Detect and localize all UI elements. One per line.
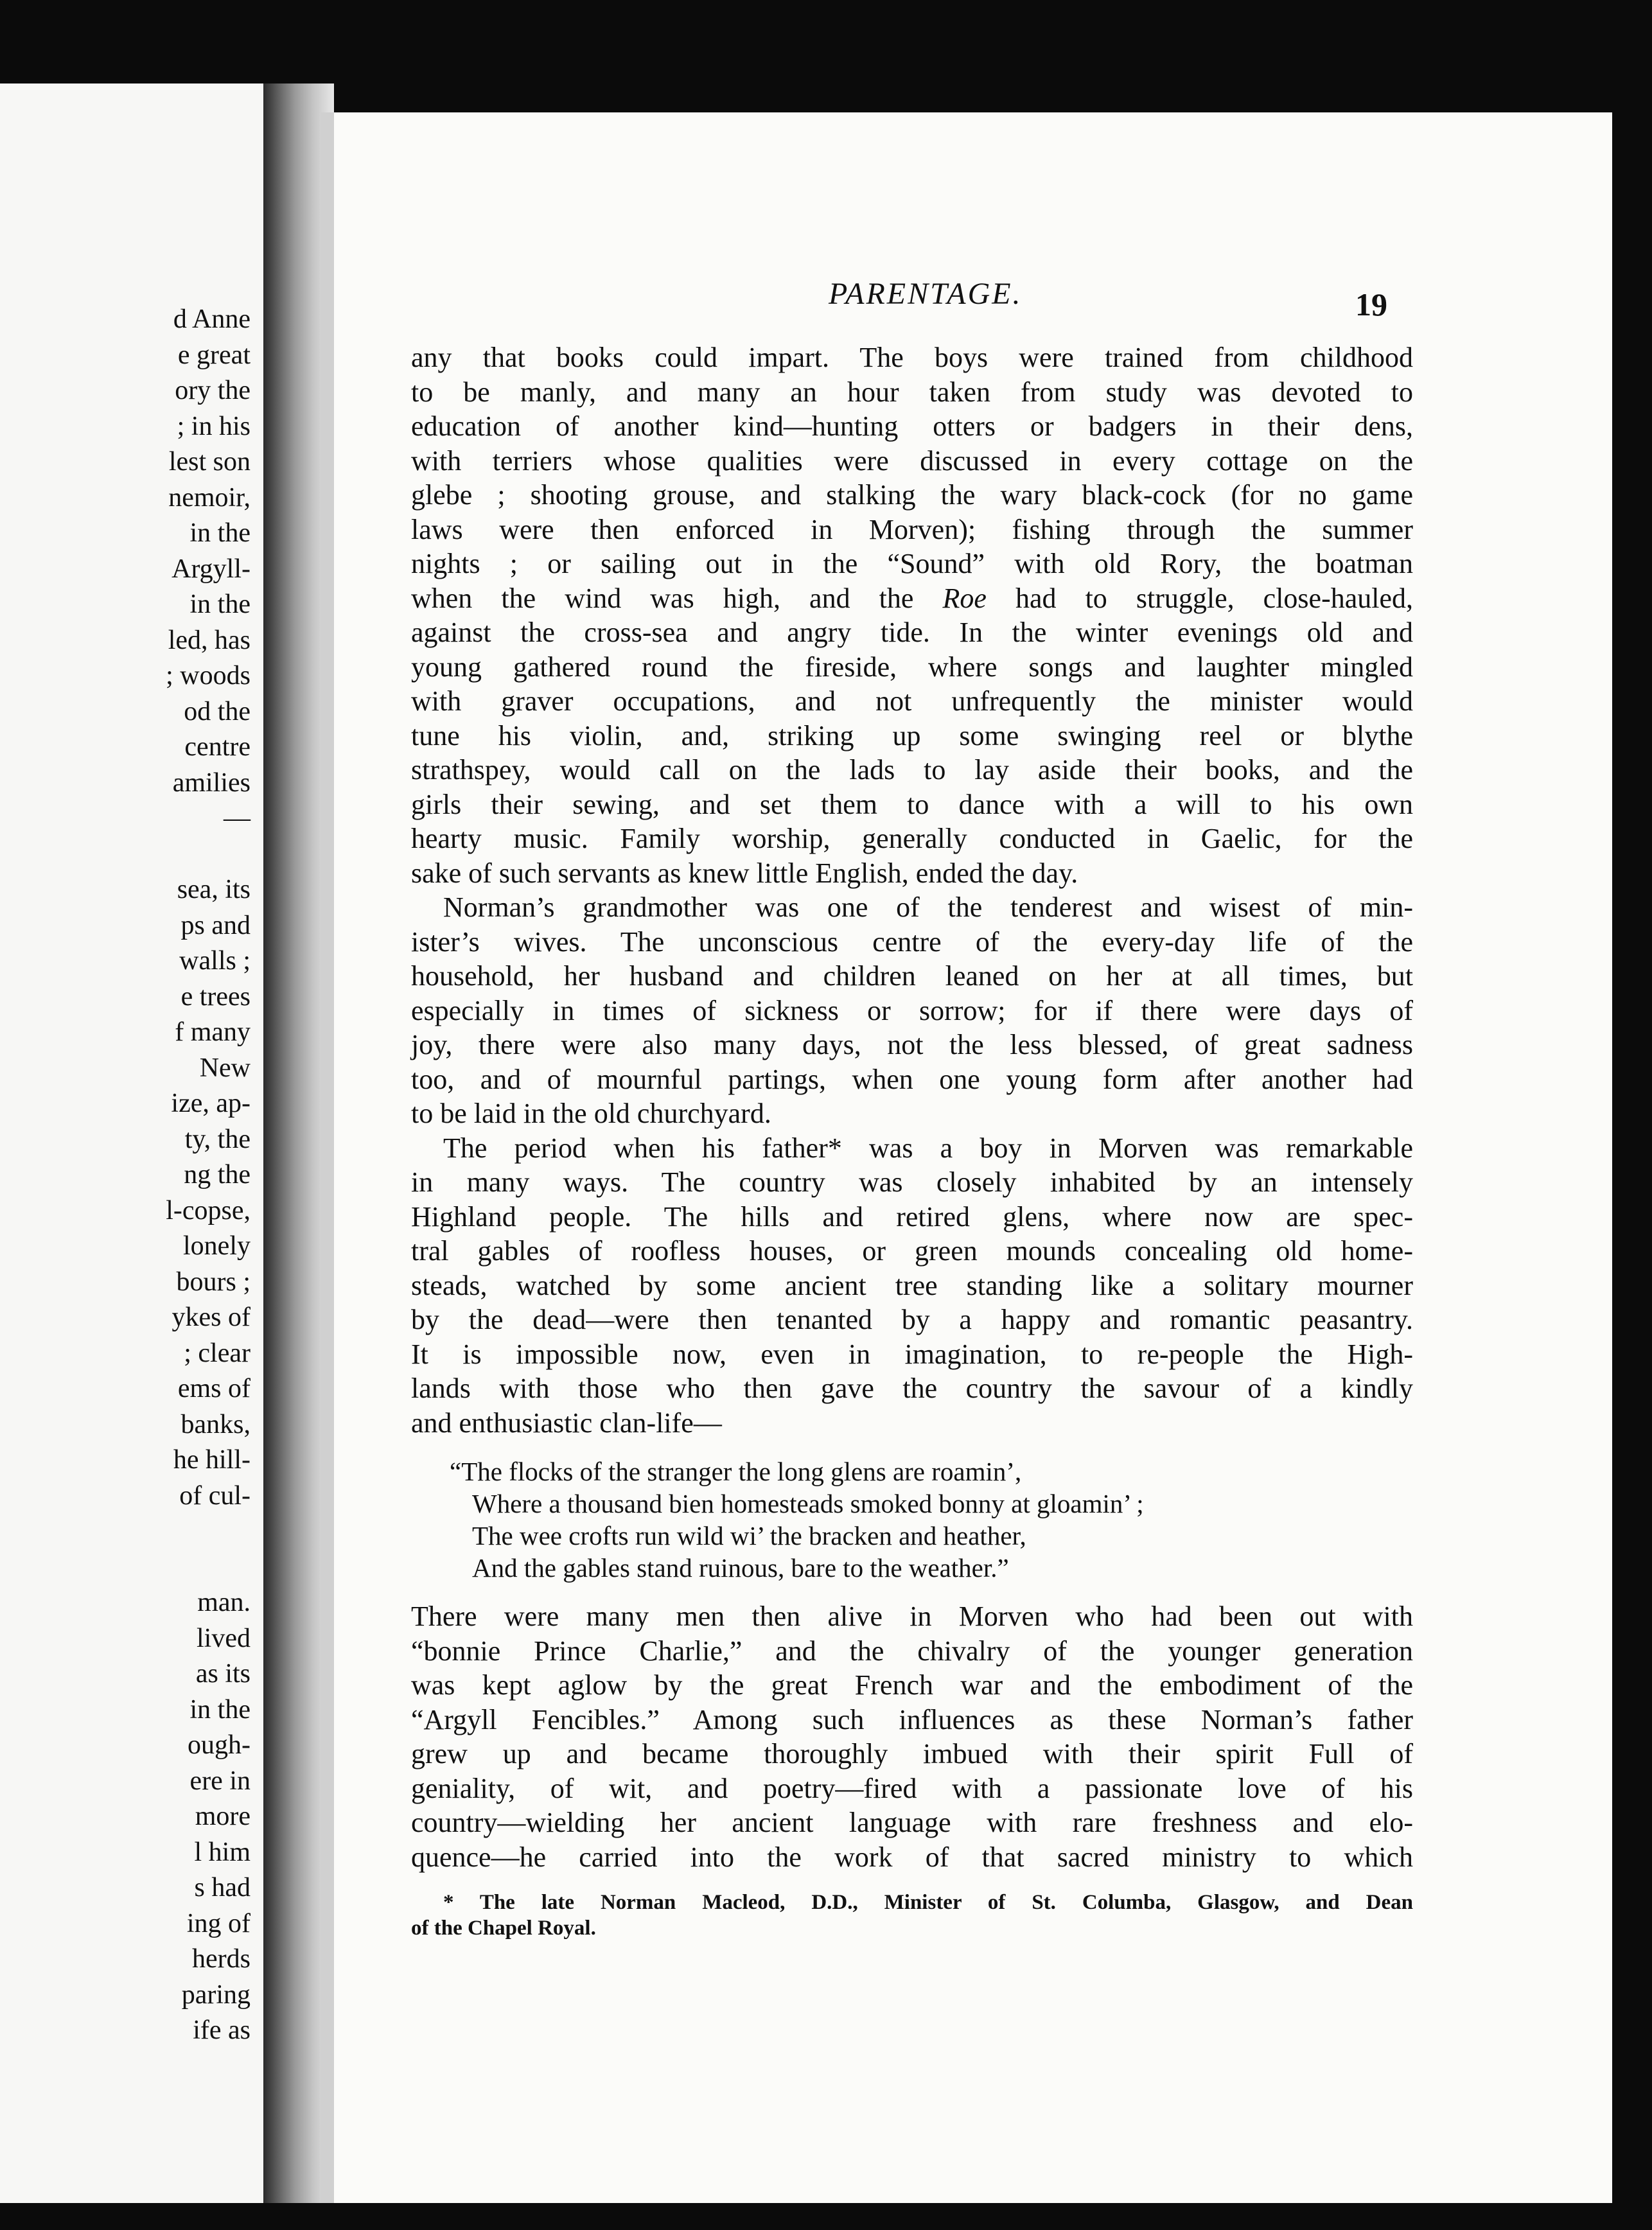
left-page-line: ps and xyxy=(180,910,250,940)
left-page-line: banks, xyxy=(180,1409,250,1439)
left-page-line: l him xyxy=(194,1837,250,1867)
verse-quotation xyxy=(411,1455,1413,1584)
text-line: Norman’s grandmother was one of the tenderest and wisest of min- xyxy=(443,891,1413,923)
text-line: by the dead—were then tenanted by a happy and romantic peasantry. xyxy=(411,1304,1413,1335)
left-page-line: ; woods xyxy=(166,661,250,690)
text-line: against the cross-sea and angry tide. In the winter evenings old and xyxy=(411,617,1413,648)
footnote-line: * The late Norman Macleod, D.D., Minister of St. Columba, Glasgow, and Dean xyxy=(443,1891,1413,1914)
left-page-line: nemoir, xyxy=(168,482,250,513)
verse-line: And the gables stand ruinous, bare to the weather.” xyxy=(472,1553,1009,1583)
left-page-line: ife as xyxy=(193,2015,250,2045)
text-line: quence—he carried into the work of that sacred ministry to which xyxy=(411,1841,1413,1873)
paragraph-2 xyxy=(411,890,1413,1131)
left-page-line: in the xyxy=(189,590,250,619)
text-line: girls their sewing, and set them to dance with a will to his own xyxy=(411,788,1413,820)
text-line: country—wielding her ancient language with rare freshness and elo- xyxy=(411,1807,1413,1838)
left-page-line: ing of xyxy=(186,1908,250,1938)
text-line: strathspey, would call on the lads to lay aside their books, and the xyxy=(411,754,1413,786)
text-line: and enthusiastic clan-life— xyxy=(411,1407,722,1439)
paragraph-3 xyxy=(411,1131,1413,1441)
left-page-line: walls ; xyxy=(179,946,250,976)
left-page-line: ; in his xyxy=(177,411,250,441)
left-page-line: paring xyxy=(181,1980,250,2010)
text-line: ister’s wives. The unconscious centre of the every-day life of the xyxy=(411,926,1413,958)
left-page-line: lest son xyxy=(168,447,250,477)
spacer xyxy=(411,1440,1413,1455)
text-line: with graver occupations, and not unfrequently the minister would xyxy=(411,685,1413,717)
text-line: “Argyll Fencibles.” Among such influences as these Norman’s father xyxy=(411,1703,1413,1735)
text-line: in many ways. The country was closely inhabited by an intensely xyxy=(411,1166,1413,1198)
page-number: 19 xyxy=(1355,286,1387,322)
text-line: There were many men then alive in Morven who had been out with xyxy=(411,1601,1413,1632)
paragraph-1 xyxy=(411,340,1413,890)
left-page-line: of cul- xyxy=(179,1480,250,1511)
paragraph-4 xyxy=(411,1599,1413,1874)
footnote-line: of the Chapel Royal. xyxy=(411,1917,596,1940)
left-page-line: lived xyxy=(197,1623,250,1653)
text-line: grew up and became thoroughly imbued with their spirit Full of xyxy=(411,1738,1413,1769)
left-page-line: s had xyxy=(194,1873,250,1902)
page-body xyxy=(411,340,1413,1941)
left-page-line: ere in xyxy=(189,1766,250,1796)
left-page-line xyxy=(0,1550,250,1586)
left-page-line: ng the xyxy=(184,1160,250,1190)
text-line: any that books could impart. The boys were trained from childhood xyxy=(411,342,1413,373)
left-page-line: in the xyxy=(189,1694,250,1725)
left-page-line: e great xyxy=(177,340,250,370)
text-line: glebe ; shooting grouse, and stalking the wary black-cock (for no game xyxy=(411,479,1413,511)
left-page-line: ykes of xyxy=(171,1303,250,1332)
spacer xyxy=(411,1584,1413,1599)
text-line: joy, there were also many days, not the less blessed, of great sadness xyxy=(411,1029,1413,1060)
left-page-line: e trees xyxy=(180,981,250,1012)
left-page-line: in the xyxy=(189,518,250,548)
running-head: PARENTAGE. xyxy=(829,277,1023,311)
left-page-line: centre xyxy=(184,732,250,762)
text-line: to be manly, and many an hour taken from study was devoted to xyxy=(411,376,1413,408)
left-page-line: ty, the xyxy=(184,1124,250,1154)
left-page-line: f many xyxy=(175,1017,250,1047)
text-line: The period when his father* was a boy in Morven was remarkable xyxy=(443,1132,1413,1164)
text-line: too, and of mournful partings, when one young form after another had xyxy=(411,1063,1413,1095)
text-line: education of another kind—hunting otters or badgers in their dens, xyxy=(411,410,1413,442)
left-page-line: led, has xyxy=(168,625,250,655)
left-page-line xyxy=(0,1514,250,1550)
left-page-line: man. xyxy=(197,1588,250,1617)
left-page-line: ize, ap- xyxy=(171,1089,250,1118)
left-page-text xyxy=(0,302,250,2049)
text-line: laws were then enforced in Morven); fishing through the summer xyxy=(411,513,1413,545)
left-page-line xyxy=(0,837,250,873)
left-page-line: od the xyxy=(184,696,250,726)
boat-name: Roe xyxy=(942,582,987,614)
text-line-with-italic xyxy=(411,581,1413,616)
left-page-line: sea, its xyxy=(177,875,250,904)
text-line: lands with those who then gave the country the savour of a kindly xyxy=(411,1373,1413,1404)
left-page-line: amilies xyxy=(172,768,250,798)
left-page-line: — xyxy=(224,803,250,833)
footnote xyxy=(411,1890,1413,1941)
text-line: tune his violin, and, striking up some swinging reel or blythe xyxy=(411,719,1413,751)
text-line: “bonnie Prince Charlie,” and the chivalry of the younger generation xyxy=(411,1635,1413,1667)
verse-line: Where a thousand bien homesteads smoked bonny at gloamin’ ; xyxy=(472,1489,1144,1518)
left-page-line: ough- xyxy=(188,1730,250,1760)
left-page-line: ; clear xyxy=(184,1338,250,1368)
verse-line: “The flocks of the stranger the long glens are roamin’, xyxy=(450,1457,1022,1486)
left-page-line: ory the xyxy=(175,376,250,405)
text-line: tral gables of roofless houses, or green mounds concealing old home- xyxy=(411,1235,1413,1267)
verse-line: The wee crofts run wild wi’ the bracken and heather, xyxy=(472,1521,1026,1550)
left-page-line: Argyll- xyxy=(171,554,250,584)
line-tail: had to struggle, close-hauled, xyxy=(1015,582,1414,614)
left-page-line: ems of xyxy=(177,1374,250,1403)
facing-page-left xyxy=(0,83,263,2203)
page-edge xyxy=(321,112,334,2203)
text-line: household, her husband and children leaned on her at all times, but xyxy=(411,960,1413,992)
text-line: hearty music. Family worship, generally conducted in Gaelic, for the xyxy=(411,823,1413,854)
text-line: especially in times of sickness or sorrow; for if there were days of xyxy=(411,994,1413,1026)
left-page-line: d Anne xyxy=(173,304,250,334)
left-page-line: lonely xyxy=(183,1231,250,1261)
text-line: nights ; or sailing out in the “Sound” with old Rory, the boatman xyxy=(411,548,1413,579)
text-line: steads, watched by some ancient tree standing like a solitary mourner xyxy=(411,1269,1413,1301)
text-line: with terriers whose qualities were discussed in every cottage on the xyxy=(411,444,1413,477)
text-line: It is impossible now, even in imagination, to re-people the High- xyxy=(411,1338,1413,1370)
spacer xyxy=(411,1874,1413,1890)
line-head: when the wind was high, and the xyxy=(411,582,914,614)
left-page-line: more xyxy=(195,1802,250,1831)
left-page-line: bours ; xyxy=(176,1267,250,1297)
left-page-line: he hill- xyxy=(173,1445,250,1475)
text-line: was kept aglow by the great French war and the embodiment of the xyxy=(411,1669,1413,1701)
left-page-line: l-copse, xyxy=(166,1195,250,1225)
text-line: young gathered round the fireside, where songs and laughter mingled xyxy=(411,651,1413,683)
text-line: geniality, of wit, and poetry—fired with a passionate love of his xyxy=(411,1772,1413,1804)
left-page-line: New xyxy=(199,1053,250,1083)
text-line: to be laid in the old churchyard. xyxy=(411,1098,771,1129)
left-page-line: herds xyxy=(192,1944,250,1974)
text-line: Highland people. The hills and retired glens, where now are spec- xyxy=(411,1200,1413,1233)
text-line: sake of such servants as knew little English, ended the day. xyxy=(411,857,1078,889)
left-page-line: as its xyxy=(195,1659,250,1689)
